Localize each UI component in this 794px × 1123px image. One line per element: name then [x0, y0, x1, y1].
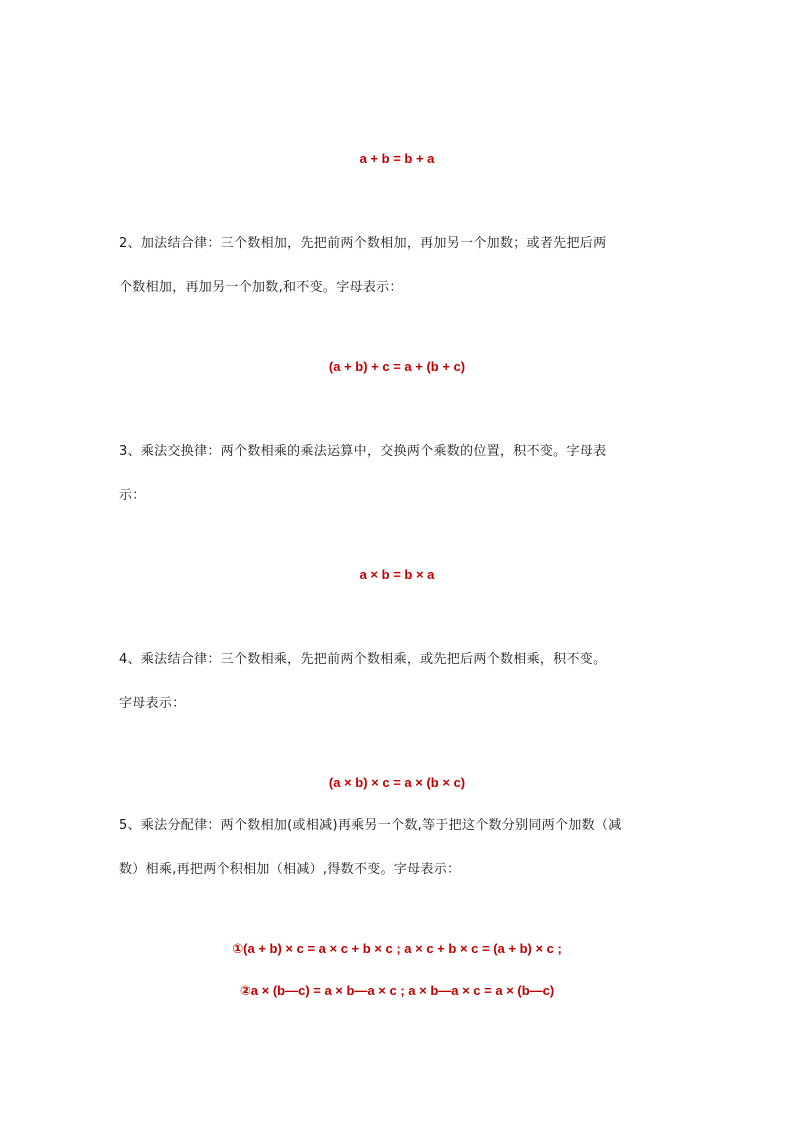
paragraph-multiplication-associative [119, 638, 679, 726]
formula-multiplication-commutative: a × b = b × a [359, 567, 435, 582]
formula-addition-associative: (a + b) + c = a + (b + c) [328, 359, 466, 374]
paragraph-line: 4、乘法结合律：三个数相乘，先把前两个数相乘，或先把后两个数相乘，积不变。 [119, 652, 607, 667]
paragraph-line: 字母表示： [119, 696, 186, 711]
paragraph-addition-associative [119, 222, 679, 310]
paragraph-line: 数）相乘,再把两个积相加（相减）,得数不变。字母表示： [119, 862, 461, 877]
paragraph-line: 个数相加，再加另一个加数,和不变。字母表示： [119, 280, 403, 295]
paragraph-line: 3、乘法交换律：两个数相乘的乘法运算中，交换两个乘数的位置，积不变。字母表 [119, 444, 607, 459]
formula-distributive-2: ②a × (b—c) = a × b—a × c ; a × b—a × c = a × (b—c) [239, 983, 555, 998]
formula-distributive-1: ①(a + b) × c = a × c + b × c ; a × c + b × c = (a + b) × c ; [232, 941, 562, 956]
paragraph-line: 5、乘法分配律：两个数相加(或相减)再乘另一个数,等于把这个数分别同两个加数（减 [119, 818, 622, 833]
formula-addition-commutative: a + b = b + a [359, 151, 435, 166]
paragraph-line: 2、加法结合律：三个数相加，先把前两个数相加，再加另一个加数；或者先把后两 [119, 236, 607, 251]
paragraph-multiplication-commutative [119, 430, 679, 518]
formula-multiplication-associative: (a × b) × c = a × (b × c) [328, 775, 466, 790]
paragraph-distributive [119, 804, 679, 892]
paragraph-line: 示： [119, 488, 146, 503]
